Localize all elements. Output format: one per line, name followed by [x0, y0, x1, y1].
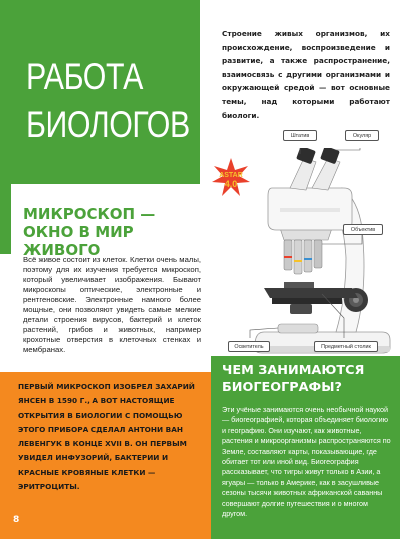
logo-text-line1: ASTAR — [219, 172, 243, 179]
intro-paragraph: Строение живых организмов, их происхождение, воспроизведение и развитие, а также распространение, взаимосвязь с другими организмами и окружающей средой — вот основные темы, над которыми работают биологи. — [222, 29, 390, 120]
label-objective: Объектив — [343, 224, 383, 235]
page-title-line1: РАБОТА — [26, 56, 143, 97]
label-stage: Предметный столик — [314, 341, 378, 352]
microscope-section-text: Всё живое состоит из клеток. Клетки очень малы, поэтому для их изучения требуется микроскоп, который увеличивает изображения. Бывают микроскопы оптические, электронные и рентгеновские. Электронные намного более мощные, они позволяют увидеть самые мелкие детали строения вирусов, бактерий и клеток растений, грибов и животных, например крохотные отверстия в клеточных стенках и мембранах. — [23, 255, 201, 354]
label-ocular: Окуляр — [345, 130, 379, 141]
fact-box-text: ПЕРВЫЙ МИКРОСКОП ИЗОБРЕЛ ЗАХАРИЙ ЯНСЕН В 1590 Г., А ВОТ НАСТОЯЩИЕ ОТКРЫТИЯ В БИОЛОГИИ С ПОМОЩЬЮ ЭТОГО ПРИБОРА СДЕЛАЛ АНТОНИ ВАН ЛЕВЕНГУК В КОНЦЕ XVII В. ОН ПЕРВЫМ УВИДЕЛ ИНФУЗОРИЙ, БАКТЕРИИ И КРАСНЫЕ КРОВЯНЫЕ КЛЕТКИ — ЭРИТРОЦИТЫ. — [18, 382, 195, 492]
page-number: 8 — [13, 515, 20, 525]
biogeo-section-title: ЧЕМ ЗАНИМАЮТСЯ БИОГЕОГРАФЫ? — [222, 363, 365, 395]
section-accent-bar — [0, 184, 11, 254]
microscope-section-title: МИКРОСКОП — ОКНО В МИР ЖИВОГО — [23, 205, 156, 259]
page-title-line2: БИОЛОГОВ — [26, 104, 190, 145]
label-stativ: Штатив — [283, 130, 317, 141]
label-illuminator: Осветитель — [228, 341, 270, 352]
logo-text-line2: 4.0 — [224, 179, 238, 189]
biogeo-section-text: Эти учёные занимаются очень необычной наукой — биогеографией, которая объединяет биологию и географию. Они изучают, как животные, растения и микроорганизмы распространяются по Земле, составляют карты, показывающие, где обитает тот или иной вид. Биогеография рассказывает, что тигры живут только в Азии, а ягуары — только в Америке, как в засушливые сезоны тысячи животных африканской саванны совершают долгие путешествия и о многом другом. — [222, 405, 391, 519]
microscope-illustration — [232, 148, 400, 358]
